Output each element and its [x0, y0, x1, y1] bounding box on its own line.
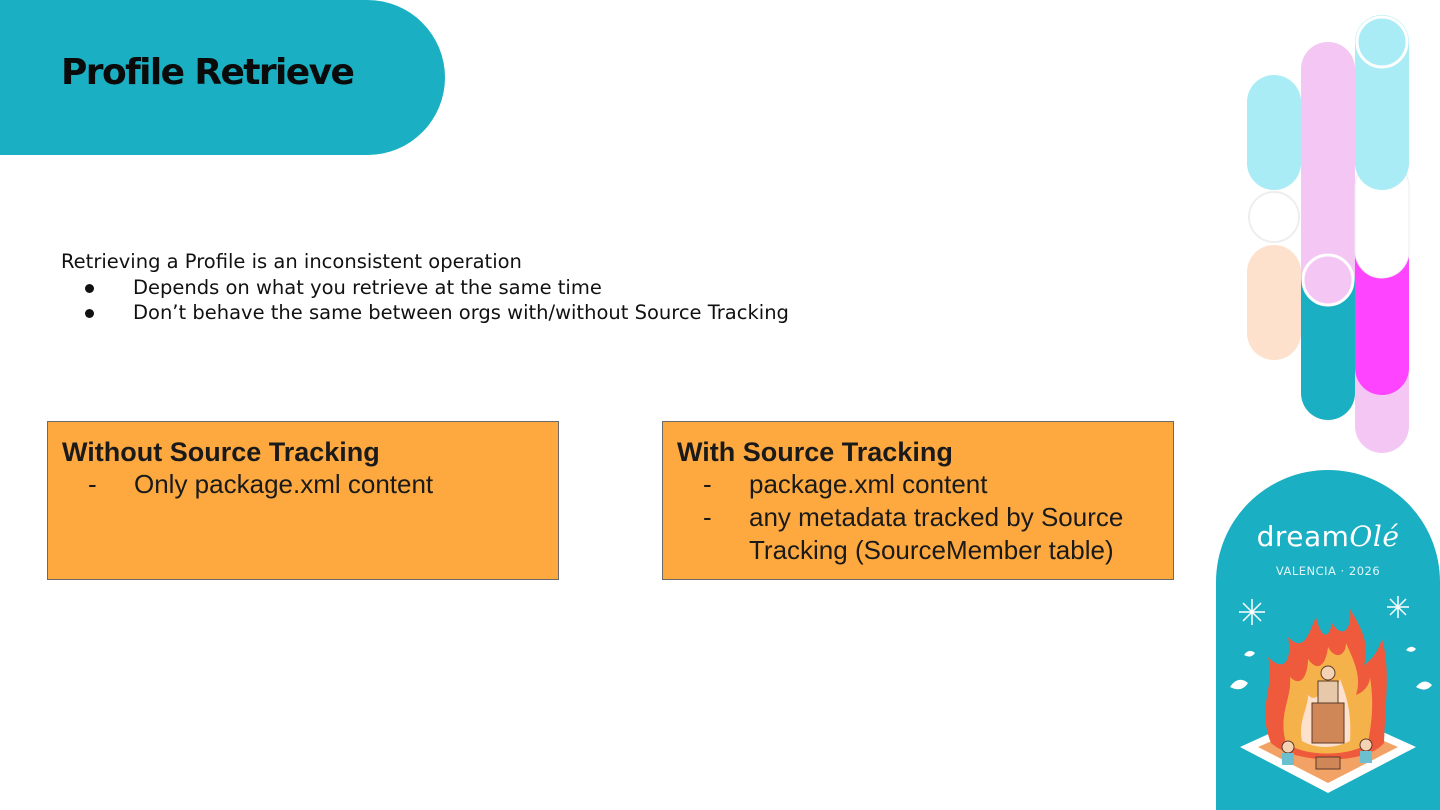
box-item — [62, 468, 544, 501]
event-location-date: VALENCIA · 2026 — [1275, 564, 1381, 578]
box-title: Without Source Tracking — [62, 437, 380, 467]
ring-white — [1249, 192, 1299, 242]
bullet-text: Depends on what you retrieve at the same time — [133, 275, 602, 299]
box-item-list — [677, 468, 1159, 567]
intro-bullet-item — [61, 275, 1161, 301]
decorative-pills-graphic — [1240, 10, 1420, 460]
bullet-icon — [85, 284, 94, 293]
without-source-tracking-box — [47, 421, 559, 580]
brand-prefix: dream — [1256, 520, 1350, 553]
box-item-text: package.xml content — [749, 469, 988, 499]
box-title: With Source Tracking — [677, 437, 953, 467]
with-source-tracking-box — [662, 421, 1174, 580]
box-item-text: Only package.xml content — [134, 469, 434, 499]
box-item — [677, 501, 1159, 567]
bonfire-illustration-icon — [1216, 595, 1440, 810]
dash-marker: - — [703, 502, 712, 532]
pill-peach — [1247, 245, 1301, 360]
intro-text — [61, 249, 1161, 326]
brand-suffix: Olé — [1349, 520, 1400, 553]
brand-logo — [1216, 520, 1440, 553]
dash-marker: - — [88, 469, 97, 499]
ring-light-pink — [1303, 255, 1353, 305]
bullet-icon — [85, 309, 94, 318]
intro-bullet-list — [61, 275, 1161, 326]
pill-light-blue-left — [1247, 75, 1301, 190]
dash-marker: - — [703, 469, 712, 499]
box-item-list — [62, 468, 544, 501]
intro-bullet-item — [61, 300, 1161, 326]
title-band — [0, 0, 445, 155]
event-badge — [1216, 470, 1440, 810]
intro-lead: Retrieving a Profile is an inconsistent operation — [61, 250, 522, 273]
ring-light-blue — [1357, 17, 1407, 67]
box-item — [677, 468, 1159, 501]
slide-title: Profile Retrieve — [61, 52, 354, 93]
bullet-text: Don’t behave the same between orgs with/without Source Tracking — [133, 301, 789, 324]
box-item-text: any metadata tracked by Source Tracking (SourceMember table) — [749, 502, 1124, 565]
